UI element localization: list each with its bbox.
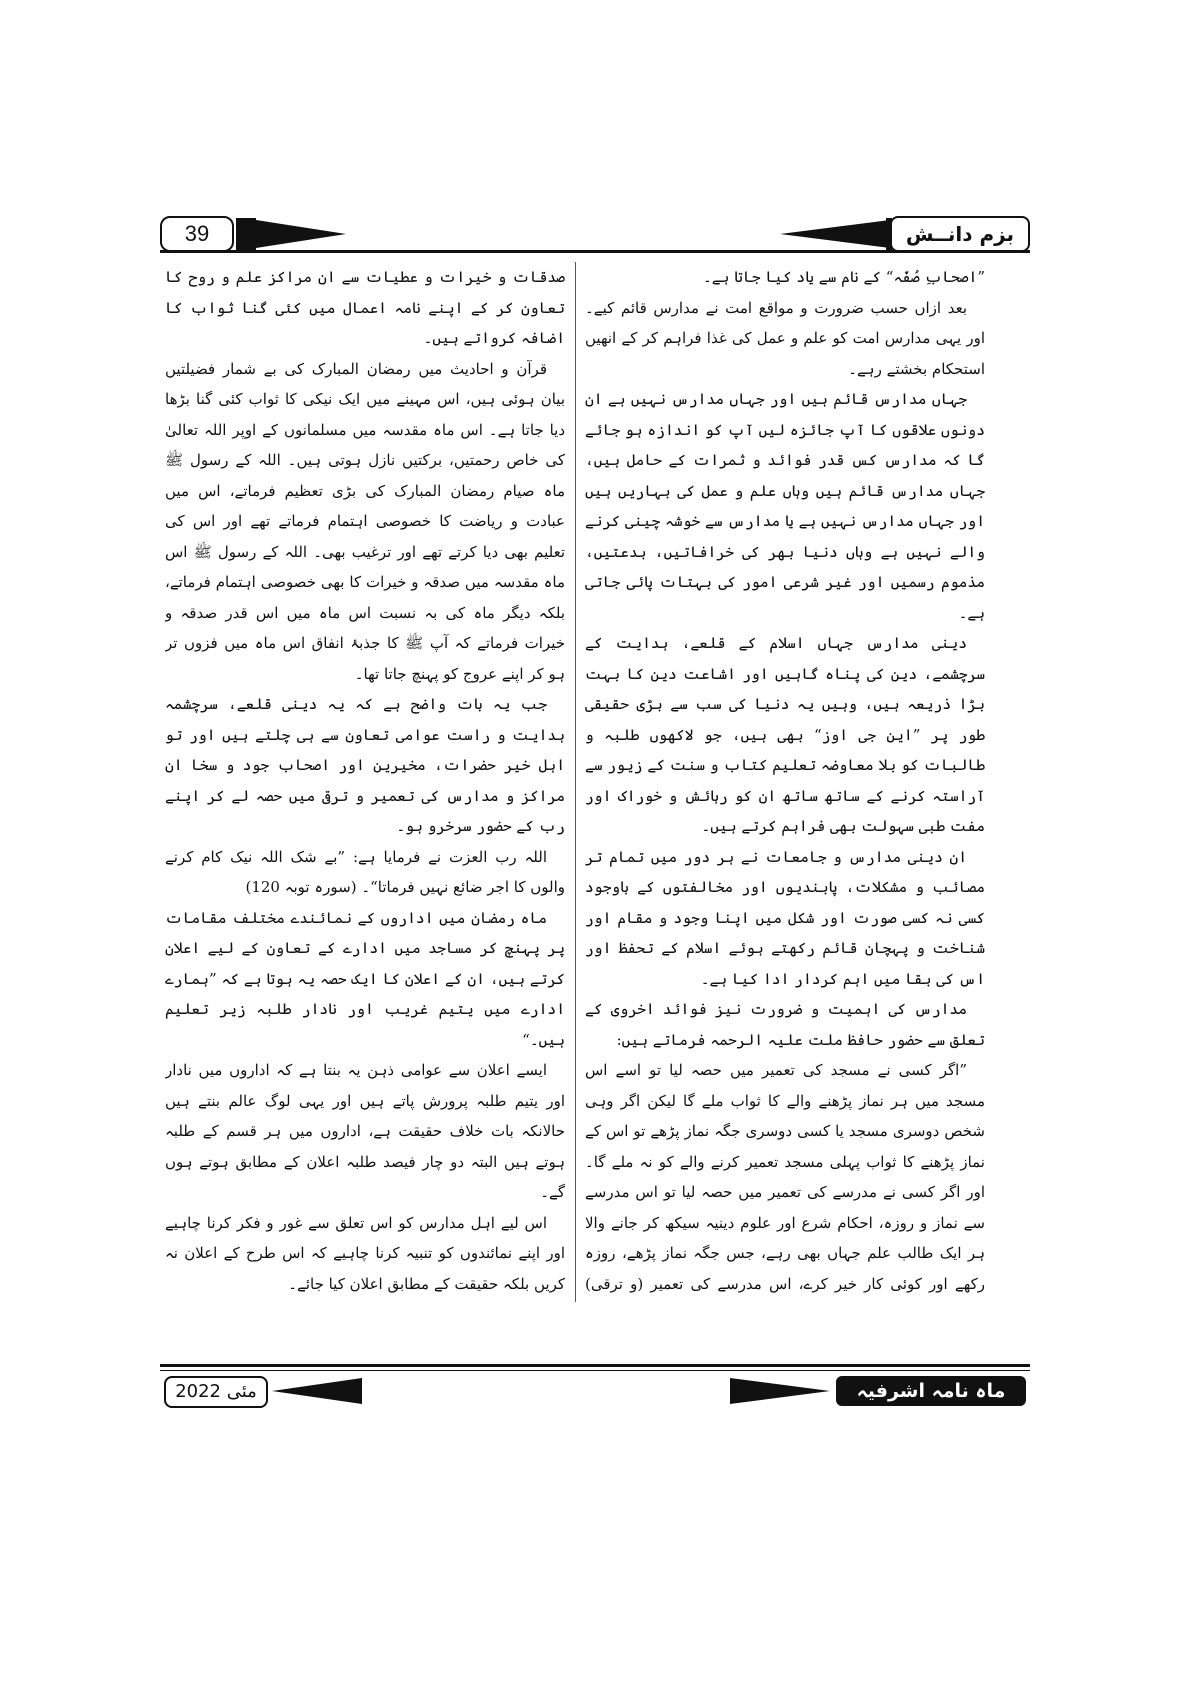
magazine-name: ماہ نامہ اشرفیہ <box>836 1376 1026 1406</box>
paragraph: ان دینی مدارس و جامعات نے ہر دور میں تمام تر مصائب و مشکلات، پابندیوں اور مخالفتوں کے باوجود کسی نہ کسی صورت اور شکل میں اپنا وجود و مقام اور شناخت و پہچان قائم رکھتے ہوئے اسلام کے تحفظ اور اس کی بقا میں اہم کردار ادا کیا ہے۔ <box>585 847 985 988</box>
paragraph: بعد ازاں حسب ضرورت و مواقع امت نے مدارس قائم کیے۔ اور یہی مدارس امت کو علم و عمل کی غذا فراہم کر کے انھیں استحکام بخشتے رہے۔ <box>585 298 985 378</box>
paragraph: جہاں مدارس قائم ہیں اور جہاں مدارس نہیں ہے ان دونوں علاقوں کا آپ جائزہ لیں آپ کو اندازہ ہو جائے گا کہ مدارس کس قدر فوائد و ثمرات کے حامل ہیں، جہاں مدارس قائم ہیں وہاں علم و عمل کی بہاریں ہیں اور جہاں مدارس نہیں ہے یا مدارس سے خوشہ چینی کرنے والے نہیں ہے وہاں دنیا بھر کی خرافاتیں، بدعتیں، مذموم رسمیں اور غیر شرعی امور کی بہتات پائی جاتی ہے۔ <box>585 390 985 622</box>
paragraph: مدارس کی اہمیت و ضرورت نیز فوائد اخروی کے تعلق سے حضور حافظ ملت علیہ الرحمہ فرماتے ہیں: <box>585 1000 985 1049</box>
left-column <box>165 262 565 1302</box>
header-bar-ornament <box>236 218 256 250</box>
paragraph: ماہ رمضان میں اداروں کے نمائندے مختلف مقامات پر پہنچ کر مساجد میں ادارے کے تعاون کے لیے اعلان کرتے ہیں، ان کے اعلان کا ایک حصہ یہ ہوتا ہے کہ ”ہمارے ادارے میں یتیم غریب اور نادار طلبہ زیر تعلیم ہیں۔“ <box>165 908 565 1049</box>
paragraph: ”اصحابِ صُفّہ“ کے نام سے یاد کیا جاتا ہے۔ <box>703 268 985 286</box>
paragraph: اللہ رب العزت نے فرمایا ہے: ”بے شک اللہ نیک کام کرنے والوں کا اجر ضائع نہیں فرماتا“۔ (سورہ توبہ 120) <box>165 847 565 896</box>
footer-rule-thin <box>160 1370 1030 1371</box>
section-title: بزم دانــش <box>890 216 1030 252</box>
header-wedge-right-ornament <box>780 220 890 248</box>
page-number: 39 <box>160 216 234 252</box>
paragraph: دینی مدارس جہاں اسلام کے قلعے، ہدایت کے سرچشمے، دین کی پناہ گاہیں اور اشاعت دین کا بہت بڑا ذریعہ ہیں، وہیں یہ دنیا کی سب سے بڑی حقیقی طور پر ”این جی اوز“ بھی ہیں، جو لاکھوں طلبہ و طالبات کو بلا معاوضہ تعلیم کتاب و سنت کے زیور سے آراستہ کرنے کے ساتھ ساتھ ان کو رہائش و خوراک اور مفت طبی سہولت بھی فراہم کرتے ہیں۔ <box>585 634 985 835</box>
paragraph: ایسے اعلان سے عوامی ذہن یہ بنتا ہے کہ اداروں میں نادار اور یتیم طلبہ پرورش پاتے ہیں اور یہی لوگ عالم بنتے ہیں حالانکہ بات خلاف حقیقت ہے، اداروں میں ہر قسم کے طلبہ ہوتے ہیں البتہ دو چار فیصد طلبہ اعلان کے مطابق ہوتے ہوں گے۔ <box>165 1061 565 1201</box>
paragraph: جب یہ بات واضح ہے کہ یہ دینی قلعے، سرچشمہ ہدایت و راست عوامی تعاون سے ہی چلتے ہیں اور تو اہل خیر حضرات، مخیرین اور اصحاب جود و سخا ان مراکز و مدارس کی تعمیر و ترقی میں حصہ لے کر اپنے رب کے حضور سرخرو ہو۔ <box>165 695 565 835</box>
paragraph: قرآن و احادیث میں رمضان المبارک کی بے شمار فضیلتیں بیان ہوئی ہیں، اس مہینے میں ایک نیکی کا ثواب کئی گنا بڑھا دیا جاتا ہے۔ اس ماہ مقدسہ میں مسلمانوں کے اوپر اللہ تعالیٰ کی خاص رحمتیں، برکتیں نازل ہوتی ہیں۔ اللہ کے رسول ﷺ ماہ صیام رمضان المبارک کی بڑی تعظیم فرماتے، اس میں عبادت و ریاضت کا خصوصی اہتمام فرماتے تھے اور اس کی تعلیم بھی دیا کرتے تھے اور ترغیب بھی۔ اللہ کے رسول ﷺ اس ماہ مقدسہ میں صدقہ و خیرات کا بھی خصوصی اہتمام فرماتے، بلکہ دیگر ماہ کی بہ نسبت اس ماہ میں اس قدر صدقہ و خیرات فرماتے کہ آپ ﷺ کا جذبۂ انفاق اس ماہ میں فزوں تر ہو کر اپنے عروج کو پہنچ جاتا تھا۔ <box>165 359 565 683</box>
page-footer <box>160 1364 1030 1406</box>
paragraph: اس لیے اہل مدارس کو اس تعلق سے غور و فکر کرنا چاہیے اور اپنے نمائندوں کو تنبیہ کرنا چاہیے کہ اس طرح کے اعلان نہ کریں بلکہ حقیقت کے مطابق اعلان کیا جائے۔ <box>165 1213 565 1293</box>
right-column <box>585 262 985 1302</box>
column-divider <box>575 262 576 1302</box>
header-wedge-left-ornament <box>256 220 346 248</box>
paragraph <box>165 1299 565 1302</box>
footer-wedge-left-ornament <box>272 1378 362 1404</box>
quote-paragraph: ”اگر کسی نے مسجد کی تعمیر میں حصہ لیا تو اسے اس مسجد میں ہر نماز پڑھنے والے کا ثواب ملے گا لیکن اگر وہی شخص دوسری مسجد یا کسی دوسری جگہ نماز پڑھے تو اس کے نماز پڑھنے کا ثواب پہلی مسجد تعمیر کرنے والے کو نہ ملے گا۔ اور اگر کسی نے مدرسے کی تعمیر میں حصہ لیا تو اس مدرسے سے نماز و روزہ، احکام شرع اور علوم دینیہ سیکھ کر جانے والا ہر ایک طالب علم جہاں بھی رہے، جس جگہ نماز پڑھے، روزہ رکھے اور کوئی کار خیر کرے، اس مدرسے کی تعمیر (و ترقی) <box>585 1061 985 1293</box>
header-rule <box>160 250 1030 253</box>
issue-date: مئی 2022 <box>164 1376 268 1408</box>
paragraph: صدقات و خیرات و عطیات سے ان مراکز علم و روح کا تعاون کر کے اپنے نامہ اعمال میں کئی گنا ثواب کا اضافہ کرواتے ہیں۔ <box>165 268 565 347</box>
footer-wedge-right-ornament <box>730 1378 830 1404</box>
page-header <box>160 216 1030 254</box>
footer-rule <box>160 1364 1030 1367</box>
